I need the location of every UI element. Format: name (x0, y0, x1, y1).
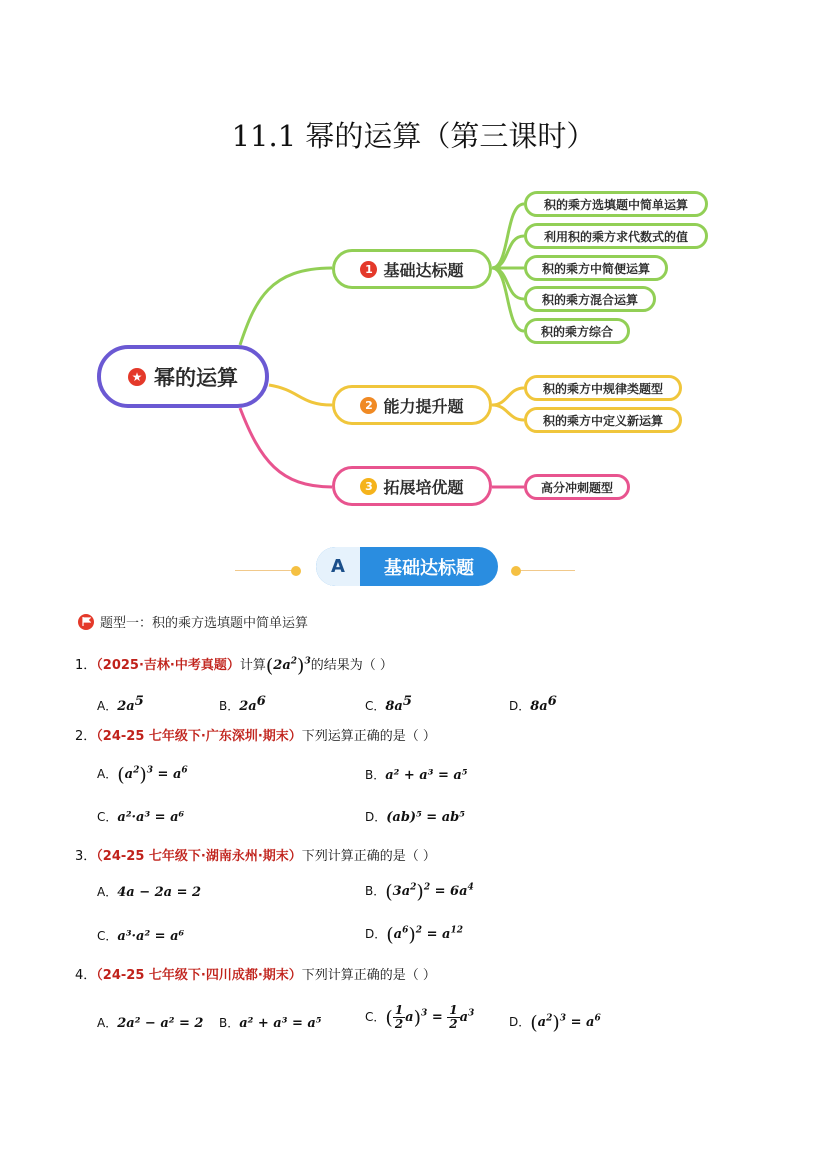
mindmap-leaf: 积的乘方选填题中简单运算 (524, 191, 708, 217)
option-b: B．a² + a³ = a⁵ (365, 768, 468, 783)
mindmap-root-label: 幂的运算 (154, 365, 238, 390)
mindmap-branch-extension (332, 466, 492, 506)
mindmap-leaf: 积的乘方综合 (524, 318, 630, 344)
question-type-label: 题型一：积的乘方选填题中简单运算 (100, 616, 309, 631)
mindmap-branch-advanced (332, 385, 492, 425)
question-2 (75, 725, 436, 744)
question-stem: 计算 (239, 658, 266, 673)
banner-letter: A (316, 547, 360, 586)
option-c: C．( $\frac{1}{2}$ a)$^3$ = $\frac{1}{2}$ $a^3$ (365, 1003, 475, 1031)
branch-label: 拓展培优题 (383, 477, 464, 497)
option-a: A．2a² − a² = 2 (97, 1016, 204, 1031)
question-1 (75, 654, 393, 677)
banner-divider-left (235, 570, 295, 571)
option-d: D．$8a^6$ (509, 694, 557, 714)
option-c: C．a³·a² = a⁶ (97, 929, 185, 944)
branch-label: 基础达标题 (383, 260, 464, 280)
option-c: C．a²·a³ = a⁶ (97, 810, 185, 825)
mindmap-leaf: 积的乘方混合运算 (524, 286, 656, 312)
number-3-icon: 3 (360, 478, 377, 495)
page-title: 11.1 幂的运算（第三课时） (231, 119, 596, 153)
section-banner (316, 547, 498, 586)
option-a: A．$(a^2)^3 = a^6$ (97, 764, 188, 786)
question-number: 4． (75, 968, 97, 983)
mindmap-leaf: 高分冲刺题型 (524, 474, 630, 500)
option-a: A．4a − 2a = 2 (97, 885, 202, 900)
option-d: D．$(a^2)^3 = a^6$ (509, 1012, 601, 1034)
mindmap-leaf: 积的乘方中规律类题型 (524, 375, 682, 401)
banner-dot-right (511, 566, 521, 576)
question-number: 1． (75, 658, 97, 673)
star-icon: ★ (128, 368, 146, 386)
banner-label: 基础达标题 (384, 557, 474, 579)
option-b: B．$2a^6$ (219, 694, 266, 714)
question-stem: 下列计算正确的是（ ） (301, 968, 436, 983)
option-c: C．$8a^5$ (365, 694, 412, 714)
question-expression: $(2a^2)^3$ (265, 655, 311, 677)
option-b: B．a² + a³ = a⁵ (219, 1016, 322, 1031)
question-type-heading (78, 612, 308, 631)
mindmap-leaf: 利用积的乘方求代数式的值 (524, 223, 708, 249)
option-b: B．$(3a^2)^2 = 6a^4$ (365, 881, 474, 903)
question-stem: 下列运算正确的是（ ） (301, 729, 436, 744)
mindmap-leaf: 积的乘方中简便运算 (524, 255, 668, 281)
number-1-icon: 1 (360, 261, 377, 278)
branch-label: 能力提升题 (383, 396, 464, 416)
question-source: （2025·吉林·中考真题） (96, 658, 240, 673)
question-stem-end: 的结果为（ ） (310, 658, 393, 673)
question-stem: 下列计算正确的是（ ） (301, 849, 436, 864)
question-4 (75, 964, 436, 983)
flag-icon (78, 614, 94, 630)
question-number: 2． (75, 729, 97, 744)
number-2-icon: 2 (360, 397, 377, 414)
option-d: D．(ab)⁵ = ab⁵ (365, 810, 465, 825)
question-source: （24-25 七年级下·湖南永州·期末） (96, 849, 302, 864)
mindmap-branch-basic (332, 249, 492, 289)
option-a: A．$2a^5$ (97, 694, 144, 714)
question-number: 3． (75, 849, 97, 864)
mindmap-root (97, 345, 269, 408)
question-source: （24-25 七年级下·四川成都·期末） (96, 968, 302, 983)
option-d: D．$(a^6)^2 = a^{12}$ (365, 924, 463, 946)
banner-dot-left (291, 566, 301, 576)
banner-divider-right (517, 570, 575, 571)
question-3 (75, 845, 436, 864)
mindmap-leaf: 积的乘方中定义新运算 (524, 407, 682, 433)
question-source: （24-25 七年级下·广东深圳·期末） (96, 729, 302, 744)
